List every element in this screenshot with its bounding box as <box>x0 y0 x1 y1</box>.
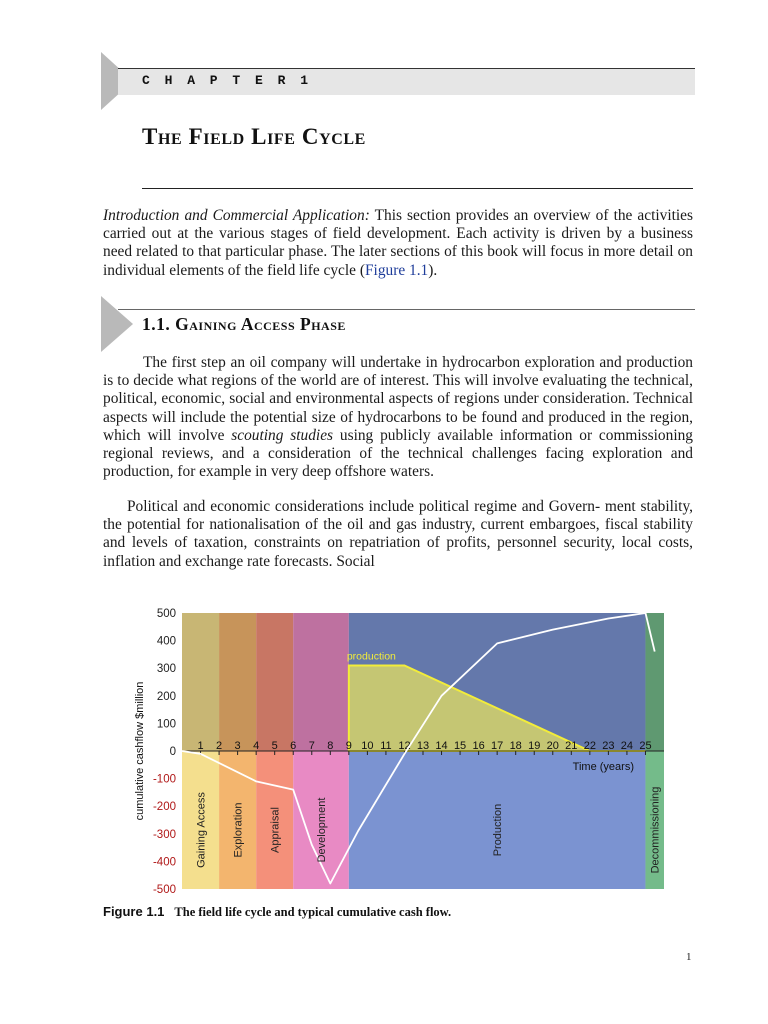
x-tick-label: 4 <box>253 740 260 752</box>
x-tick-label: 22 <box>583 740 596 752</box>
x-tick-label: 2 <box>216 740 223 752</box>
x-tick-label: 23 <box>602 740 615 752</box>
phase-photo-tint-0 <box>182 613 219 751</box>
x-axis-title: Time (years) <box>572 761 634 773</box>
phase-photo-tint-3 <box>293 613 349 751</box>
section-arrow-icon <box>101 296 133 352</box>
title-rule <box>142 188 693 189</box>
phase-label-0: Gaining Access <box>195 792 208 868</box>
y-tick-label: 100 <box>156 718 176 731</box>
x-tick-label: 18 <box>509 740 522 752</box>
field-life-cycle-chart <box>130 605 670 895</box>
p1-text-b: using publicly available information or commissioning regional reviews, and a consideration of the technical challenges facing exploration and production, for example in very deep offshore waters. <box>103 426 693 481</box>
figure-link[interactable]: Figure 1.1 <box>364 261 429 279</box>
x-tick-label: 8 <box>327 740 334 752</box>
intro-paragraph <box>103 207 693 280</box>
x-tick-label: 19 <box>528 740 541 752</box>
x-tick-label: 7 <box>308 740 315 752</box>
x-tick-label: 20 <box>546 740 559 752</box>
x-tick-label: 12 <box>398 740 411 752</box>
intro-end: ). <box>428 261 438 279</box>
x-tick-label: 11 <box>380 740 392 752</box>
figure-caption-text: The field life cycle and typical cumulative cash flow. <box>174 905 452 919</box>
x-tick-label: 25 <box>639 740 652 752</box>
y-tick-label: 500 <box>156 608 176 620</box>
y-tick-label: 200 <box>156 690 176 703</box>
x-tick-label: 14 <box>435 740 448 752</box>
x-tick-label: 16 <box>472 740 485 752</box>
p1-text-a: The first step an oil company will undertake in hydrocarbon exploration and production is to decide what regions of the world are of interest. This will involve evaluating the technical, political, economic, social and environmental aspects of regions under consideration. Technical aspects will include the potential size of hydrocarbons to be found and produced in the region, which will involve <box>103 354 693 444</box>
figure-caption-label: Figure 1.1 <box>103 904 165 919</box>
x-tick-label: 17 <box>491 740 504 752</box>
x-tick-label: 9 <box>345 740 352 752</box>
x-tick-label: 15 <box>453 740 467 752</box>
phase-label-4: Production <box>492 803 505 857</box>
y-tick-label: -300 <box>152 828 176 841</box>
intro-lead-in: Introduction and Commercial Application: <box>103 207 370 224</box>
y-tick-label: -500 <box>152 884 176 895</box>
page-number: 1 <box>686 951 692 963</box>
x-tick-label: 3 <box>234 740 241 752</box>
phase-photo-tint-5 <box>645 613 664 751</box>
x-tick-label: 5 <box>271 740 278 752</box>
x-tick-label: 1 <box>197 740 204 752</box>
y-tick-label: -400 <box>152 856 176 869</box>
y-tick-label: -100 <box>152 773 176 786</box>
phase-label-5: Decommissioning <box>649 786 662 874</box>
body-paragraph-2: Political and economic considerations include political regime and Govern- ment stability, the potential for nationalisation of the oil and gas industry, current embargoes, fiscal stability and levels of taxation, constraints on repatriation of profits, personnel security, local costs, inflation and exchange rate forecasts. Social <box>103 498 693 570</box>
chapter-title: The Field Life Cycle <box>142 124 366 149</box>
phase-label-2: Appraisal <box>269 807 282 853</box>
body-paragraph-1 <box>103 354 693 481</box>
section-title: 1.1. Gaining Access Phase <box>142 314 346 334</box>
phase-photo-tint-1 <box>219 613 256 751</box>
x-tick-label: 21 <box>565 740 578 752</box>
x-tick-label: 6 <box>290 740 297 752</box>
x-tick-label: 24 <box>620 740 634 752</box>
figure-caption <box>103 904 451 920</box>
phase-label-1: Exploration <box>232 802 245 858</box>
intro-text: This section provides an overview of the activities carried out at the various stages of field development. Each activity is driven by a business need related to that particular phase. The later sections of this book will focus in more detail on individual elements of the field life cycle ( <box>103 207 693 279</box>
x-tick-label: 13 <box>416 740 430 752</box>
phase-photo-tint-2 <box>256 613 293 751</box>
y-axis-title: cumulative cashflow $million <box>134 681 146 821</box>
y-tick-label: -200 <box>152 801 176 814</box>
y-tick-label: 400 <box>156 635 176 648</box>
section-rule <box>118 309 695 310</box>
production-label: production <box>346 650 396 663</box>
chapter-label: C H A P T E R 1 <box>142 73 312 88</box>
y-tick-label: 0 <box>169 746 176 758</box>
y-tick-label: 300 <box>156 663 176 676</box>
phase-label-3: Development <box>316 797 329 863</box>
p1-italic-term: scouting studies <box>231 426 334 444</box>
x-tick-label: 10 <box>361 740 374 752</box>
